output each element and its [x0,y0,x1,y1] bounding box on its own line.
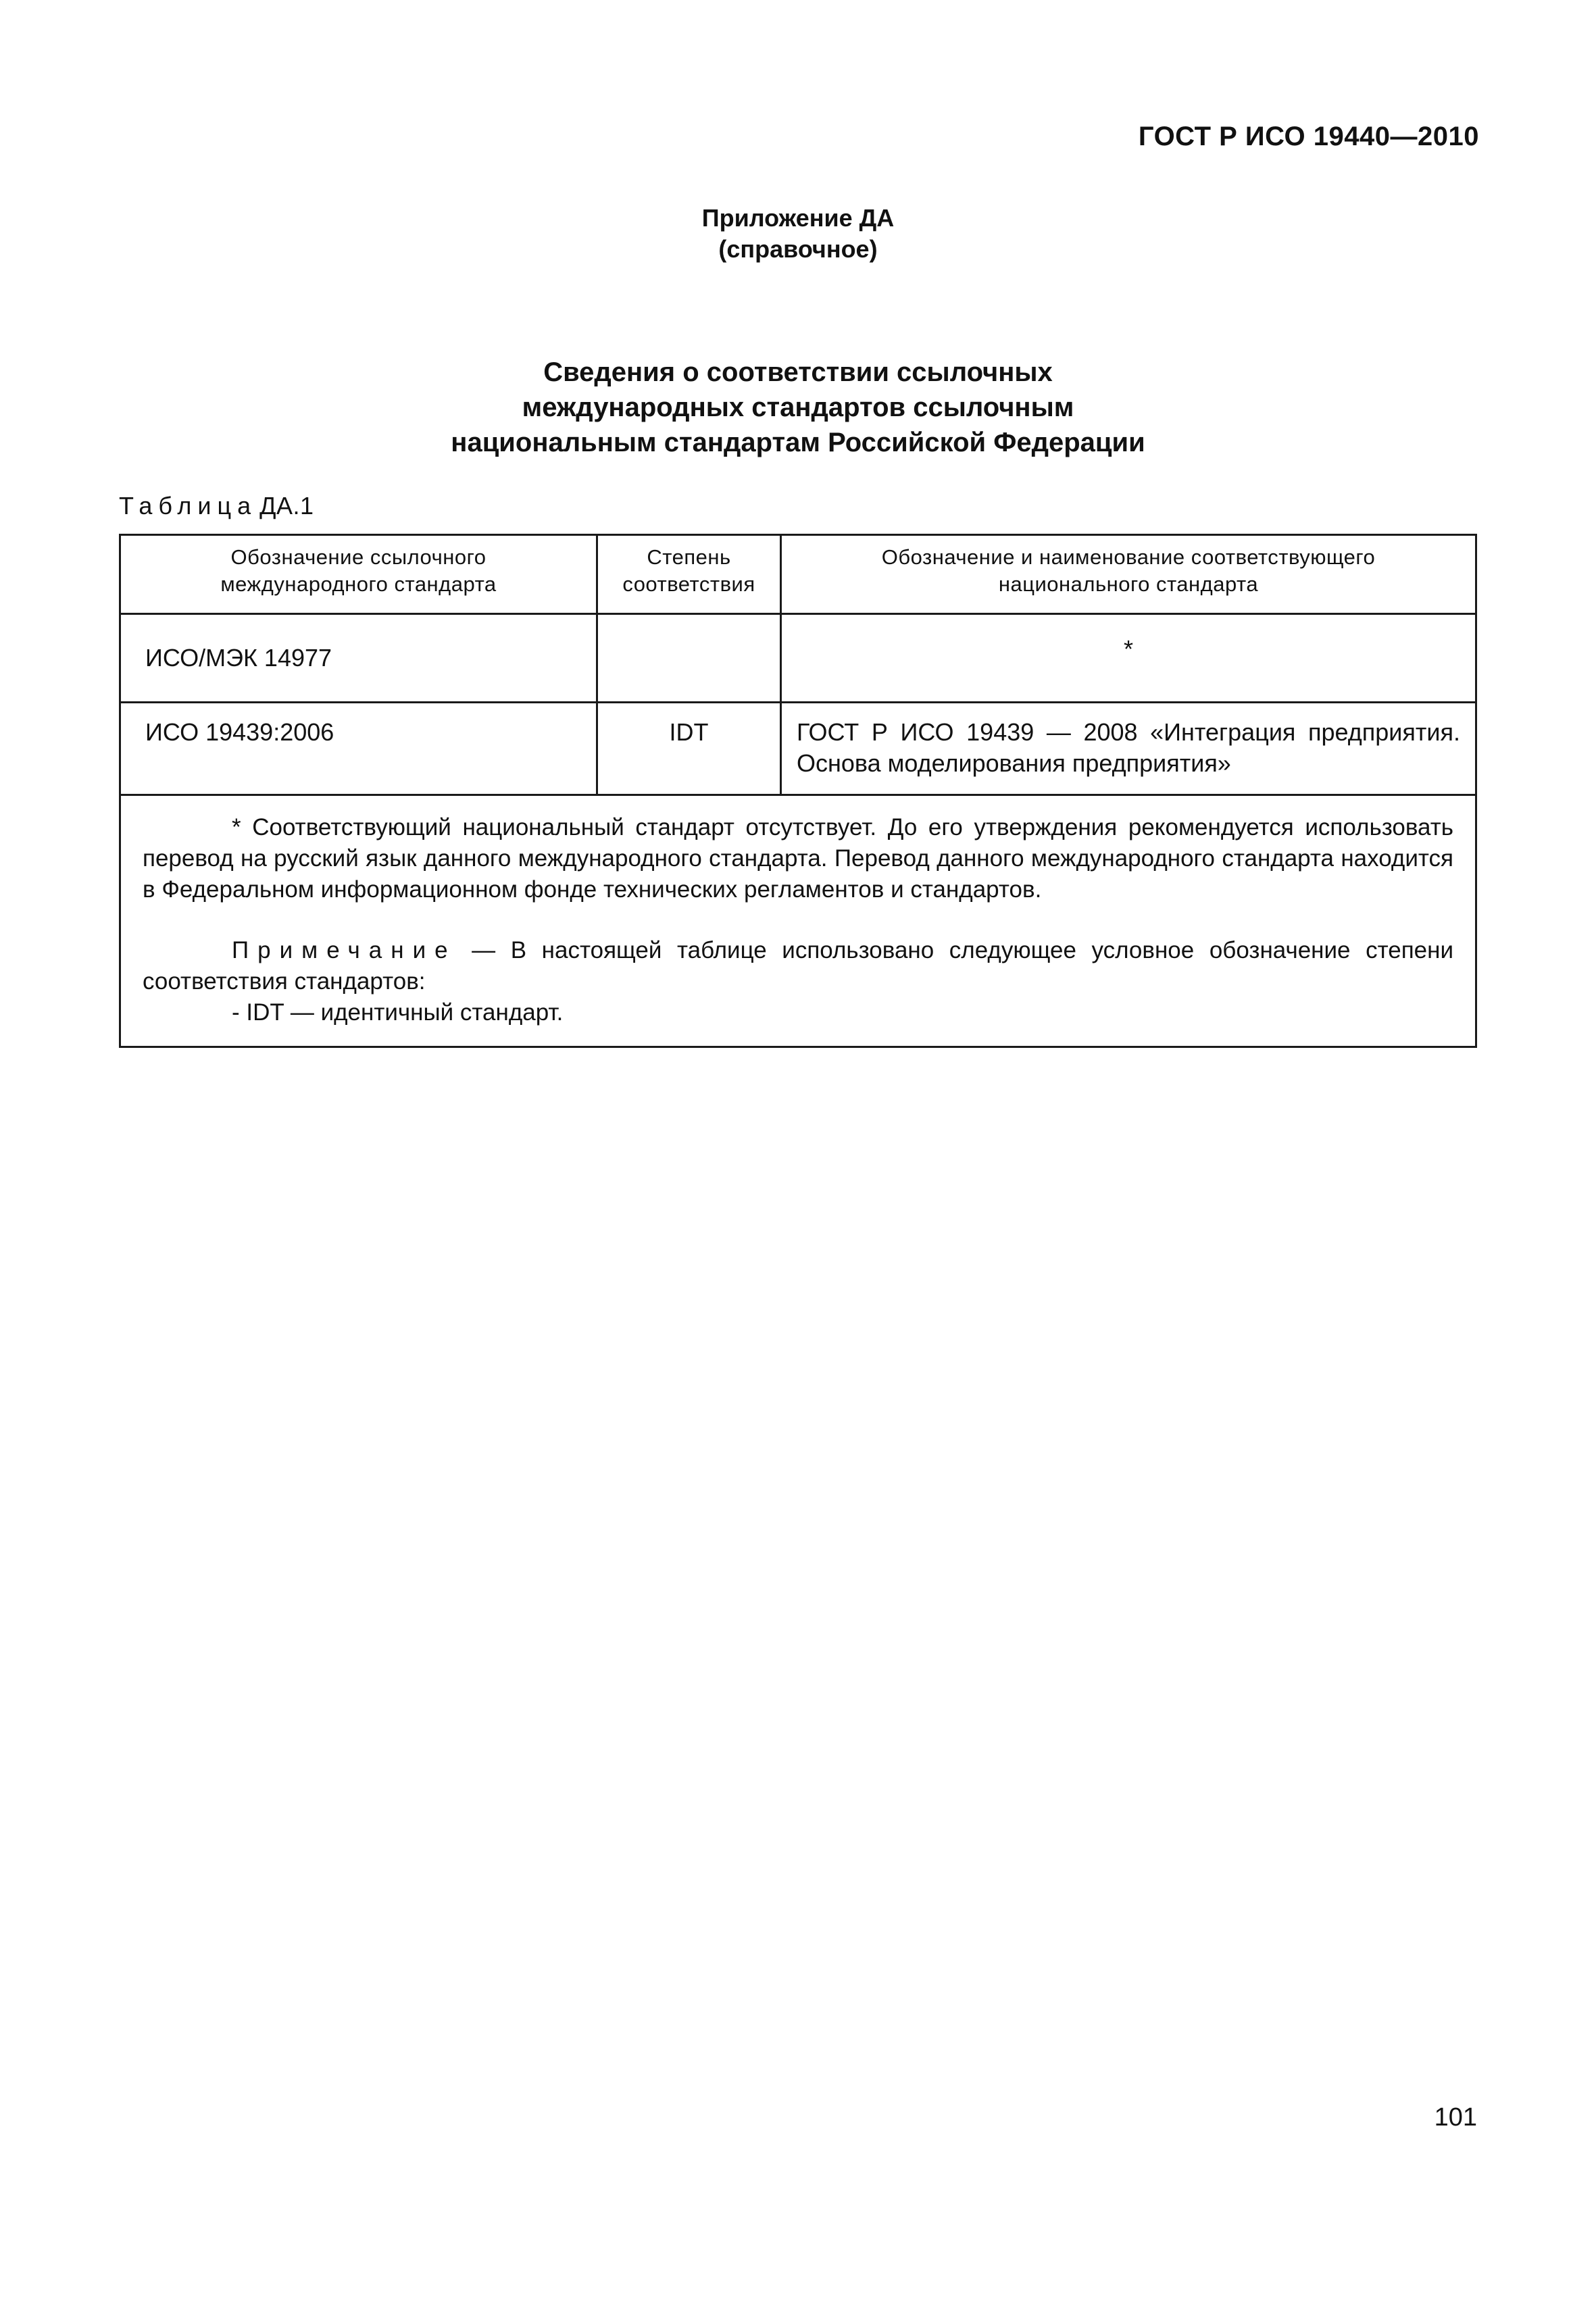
document-title-line: Сведения о соответствии ссылочных [543,357,1053,387]
table-caption-word: Таблица [119,492,257,520]
header-degree [597,535,781,614]
header-national-standard [781,535,1476,614]
header-text: Степень [647,545,731,569]
cell-national: * [781,614,1476,703]
header-text: Обозначение ссылочного [230,545,487,569]
appendix-type: (справочное) [718,235,878,263]
appendix-title: Приложение ДА [701,204,895,232]
table-header-row [120,535,1476,614]
table-caption-number: ДА.1 [259,492,314,520]
page-header-standard-code: ГОСТ Р ИСО 19440—2010 [1138,122,1479,151]
appendix-heading [0,203,1596,265]
cell-degree: IDT [597,703,781,795]
cell-degree [597,614,781,703]
page-number: 101 [1434,2103,1477,2132]
header-text: соответствия [622,572,755,596]
header-international-standard [120,535,597,614]
document-title [0,355,1596,460]
correspondence-table [119,534,1477,1048]
footnote: * Соответствующий национальный стандарт отсутствует. До его утверждения рекомендуется использовать перевод на русский язык данного международного стандарта. Перевод данного международного стандарта находится в Федеральном информационном фонде технических регламентов и стандартов. [143,814,1453,903]
document-title-line: международных стандартов ссылочным [522,393,1074,422]
note-label: Примечание [232,937,457,963]
table-row [120,614,1476,703]
table-notes-cell [120,795,1476,1047]
cell-designation: ИСО/МЭК 14977 [120,614,597,703]
note-text: — В настоящей таблице использовано следующее условное обозначение степени соответствия стандартов: [143,937,1453,995]
document-title-line: национальным стандартам Российской Федерации [451,428,1145,457]
table-notes-row [120,795,1476,1047]
table-caption [119,492,314,520]
header-text: международного стандарта [220,572,497,596]
note-list-item: - IDT — идентичный стандарт. [232,999,564,1026]
cell-designation: ИСО 19439:2006 [120,703,597,795]
note [143,935,1453,997]
header-text: национального стандарта [998,572,1259,596]
table-row [120,703,1476,795]
cell-national: ГОСТ Р ИСО 19439 — 2008 «Интеграция предприятия. Основа моделирования предприятия» [781,703,1476,795]
header-text: Обозначение и наименование соответствующего [881,545,1376,569]
